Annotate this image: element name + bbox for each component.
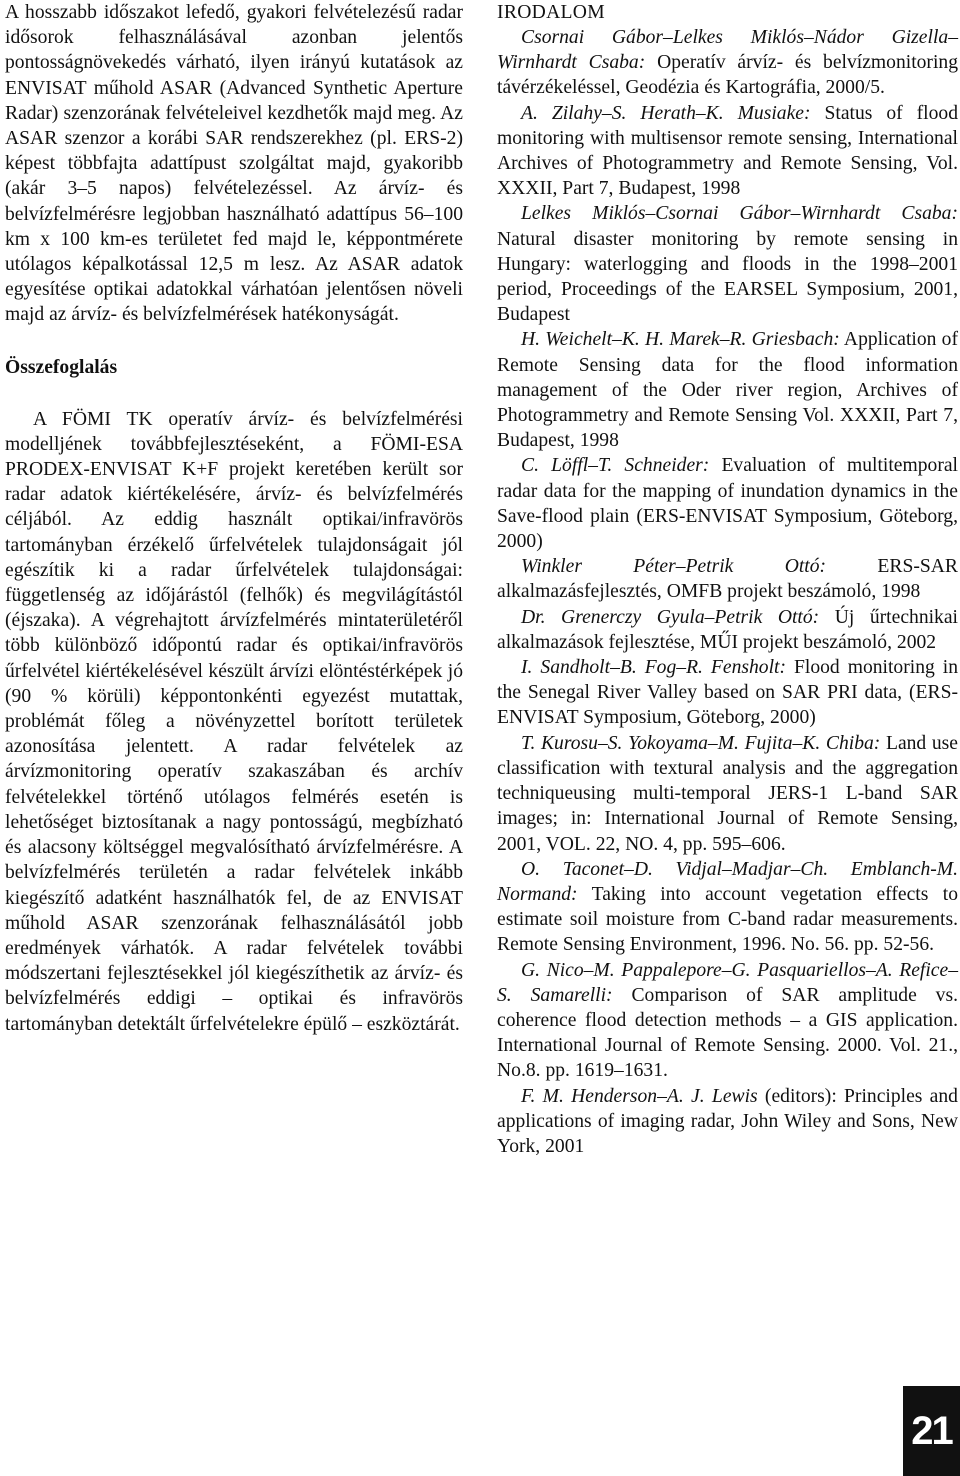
page-number: 21 (903, 1386, 960, 1476)
reference-text: Natural disaster monitoring by remote sensing in Hungary: waterlogging and floods in the 1998–2001 period, Proceedings of the EARSEL Symposium, 2001, Budapest (497, 228, 958, 326)
reference-authors: G. Nico–M. Pappalepore–G. Pasquariellos–A. Refice–S. Samarelli: (497, 959, 958, 1006)
reference-text: (editors): Principles and applications of imaging radar, John Wiley and Sons, New York, 2001 (497, 1085, 958, 1157)
reference-text: Application of Remote Sensing data for the flood information management of the Oder river region, Archives of Photogrammetry and Remote Sensing Vol. XXXII, Part 7, Budapest, 1998 (497, 329, 959, 452)
right-column (497, 0, 958, 1159)
reference-text: Új űrtechnikai alkalmazások fejlesztése, MŰI projekt beszámoló, 2002 (497, 606, 958, 653)
reference-item (497, 25, 958, 101)
section-title-summary: Összefoglalás (5, 356, 118, 378)
reference-text: Land use classification with textural analysis and the aggregation techniqueusing multi-temporal JERS-1 L-band SAR images; in: International Journal of Remote Sensing, 2001, VOL. 22, NO. 4, pp. 595–606. (497, 732, 958, 855)
reference-authors: O. Taconet–D. Vidjal–Madjar–Ch. Emblanch-M. Normand: (497, 858, 958, 905)
reference-item (497, 201, 958, 327)
reference-authors: H. Weichelt–K. H. Marek–R. Griesbach: (521, 329, 840, 351)
reference-item (497, 605, 958, 655)
reference-text: ERS-SAR alkalmazásfejlesztés, OMFB projekt beszámoló, 1998 (497, 556, 958, 603)
reference-text: Taking into account vegetation effects to estimate soil moisture from C-band radar measurements. Remote Sensing Environment, 1996. No. 56. pp. 52-56. (497, 883, 958, 956)
reference-authors: A. Zilahy–S. Herath–K. Musiake: (521, 102, 811, 124)
reference-text: Operatív árvíz- és belvízmonitoring távérzékeléssel, Geodézia és Kartográfia, 2000/5. (497, 52, 958, 99)
references-title: IRODALOM (497, 2, 605, 23)
reference-item (497, 453, 958, 554)
reference-authors: Dr. Grenerczy Gyula–Petrik Ottó: (521, 606, 820, 628)
reference-authors: Lelkes Miklós–Csornai Gábor–Wirnhardt Csaba: (521, 203, 958, 225)
reference-item (497, 327, 958, 453)
reference-authors: T. Kurosu–S. Yokoyama–M. Fujita–K. Chiba: (521, 732, 881, 754)
reference-item (497, 554, 958, 604)
reference-item (497, 101, 958, 202)
intro-paragraph: A hosszabb időszakot lefedő, gyakori felvételezésű radar idősorok felhasználásával azonban jelentős pontosságnövekedés várható, ilyen irányú kutatások az ENVISAT műhold ASAR (Advanced Synthetic Aperture Radar) szenzorának felvételeivel kezdhetők majd meg. Az ASAR szenzor a korábi SAR rendszerekhez (pl. ERS-2) képest többfajta adattípust szolgáltat majd, gyakoribb (akár 3–5 napos) felvételezéssel. Az árvíz- és belvízfelmérésre legjobban használható adattípus 56–100 km x 100 km-es területet fed majd le, képpontmérete utólagos képalkotással 12,5 m lesz. Az ASAR adatok egyesítése optikai adatokkal várhatóan jelentősen növeli majd az árvíz- és belvízfelmérések hatékonyságát. (5, 2, 463, 326)
reference-text: Status of flood monitoring with multisensor remote sensing, International Archives of Photogrammetry and Remote Sensing, Vol. XXXII, Part 7, Budapest, 1998 (497, 102, 958, 200)
reference-authors: F. M. Henderson–A. J. Lewis (521, 1085, 758, 1107)
reference-authors: Winkler Péter–Petrik Ottó: (521, 556, 827, 578)
reference-item (497, 857, 958, 958)
reference-text: Comparison of SAR amplitude vs. coherence flood detection methods – a GIS application. International Journal of Remote Sensing. 2000. Vol. 21., No.8. pp. 1619–1631. (497, 984, 958, 1082)
reference-item (497, 655, 958, 731)
left-column (5, 0, 463, 1037)
reference-list (497, 25, 958, 1159)
reference-authors: Csornai Gábor–Lelkes Miklós–Nádor Gizella–Wirnhardt Csaba: (497, 27, 958, 74)
summary-paragraph: A FÖMI TK operatív árvíz- és belvízfelmérési modelljének továbbfejlesztéseként, a FÖMI-ESA PRODEX-ENVISAT K+F projekt keretében került sor radar adatok kiértékelésére, árvíz- és belvízfelmérés céljából. Az eddig használt optikai/infravörös tartományban érzékelő űrfelvételek tulajdonságait jól egészítik ki a radar űrfelvételek tulajdonságai: függetlenség az időjárástól (felhők) és megvilágítástól (éjszaka). A végrehajtott árvízfelmérés mintaterületéről több különböző időpontú radar és optikai/infravörös űrfelvétel kiértékelésével készült árvízi elöntéstérképek jó (90 % körüli) képpontonkénti egyezést mutattak, problémát főleg a növényzettel borított területek azonosítása jelentett. A radar felvételek az árvízmonitoring operatív szakaszában és archív felvételekkel történő utólagos felmérés esetén is lehetőséget biztosítanak a nagy pontosságú, megbízható és alacsony költséggel megvalósítható árvízfelmérésre. A belvízfelmérés területén a radar felvételek inkább kiegészítő adatként használhatók fel, de az ENVISAT műhold ASAR szenzorának felhasználásától jobb eredmények várhatók. A radar felvételek további módszertani fejlesztésekkel jól kiegészíthetik az árvíz- és belvízfelmérés eddigi – optikai és infravörös tartományban detektált űrfelvételekre épülő – eszköztárát. (5, 408, 463, 1035)
reference-text: Evaluation of multitemporal radar data for the mapping of inundation dynamics in the Save-flood plain (ERS-ENVISAT Symposium, Göteborg, 2000) (497, 455, 958, 553)
reference-item (497, 1084, 958, 1160)
reference-authors: I. Sandholt–B. Fog–R. Fensholt: (521, 657, 787, 679)
reference-authors: C. Löffl–T. Schneider: (521, 455, 710, 477)
reference-text: Flood monitoring in the Senegal River Valley based on SAR PRI data, (ERS-ENVISAT Symposium, Göteborg, 2000) (497, 657, 958, 729)
reference-item (497, 731, 958, 857)
reference-item (497, 958, 958, 1084)
